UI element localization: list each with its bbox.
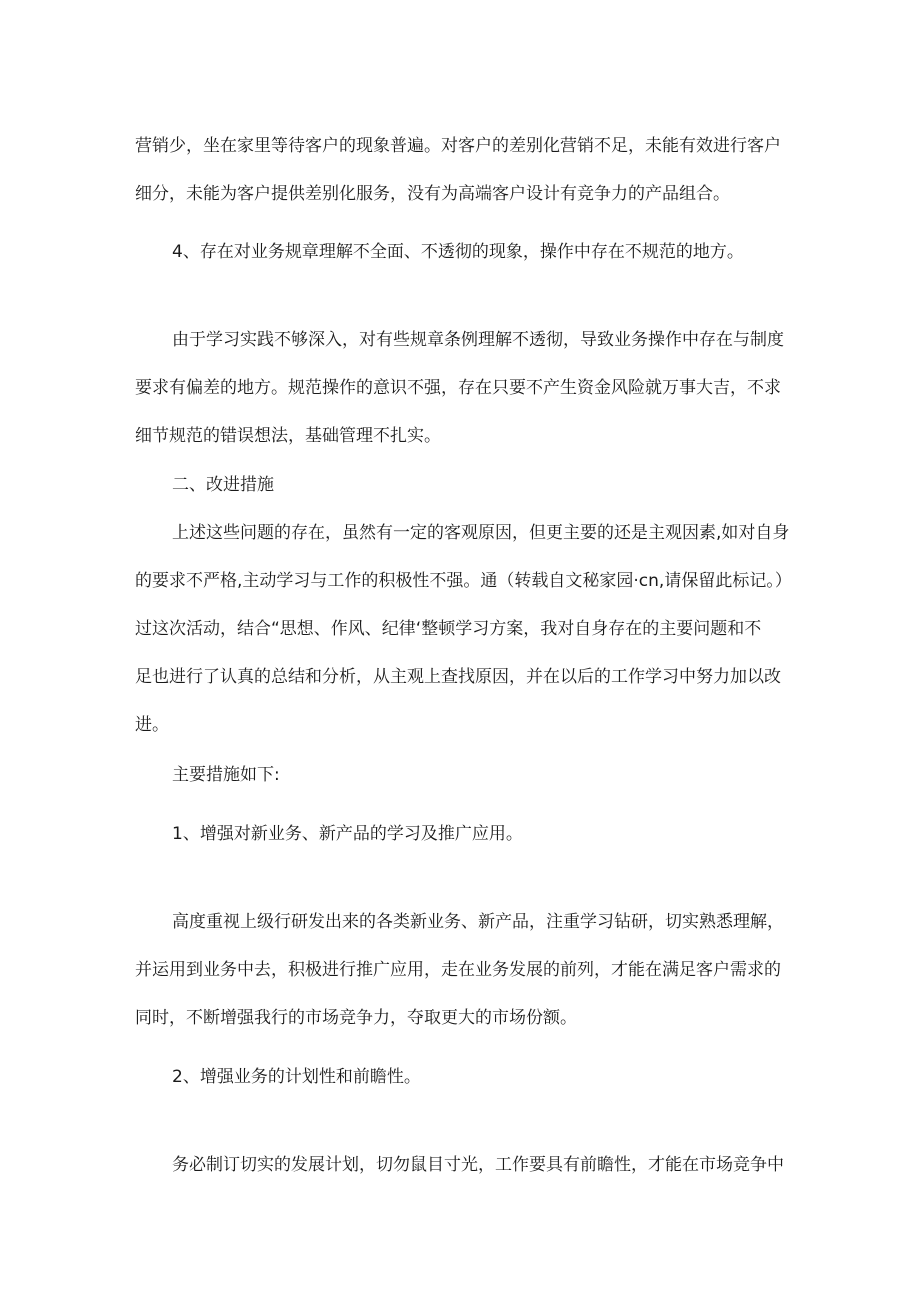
paragraph-line: 同时，不断增强我行的市场竞争力，夺取更大的市场份额。	[135, 1008, 577, 1028]
list-heading-2: 2、增强业务的计划性和前瞻性。	[172, 1067, 421, 1087]
paragraph-line: 营销少，坐在家里等待客户的现象普遍。对客户的差别化营销不足，未能有效进行客户	[135, 136, 781, 156]
paragraph-line: 足也进行了认真的总结和分析，从主观上查找原因，并在以后的工作学习中努力加以改	[135, 667, 781, 687]
paragraph-line: 过这次活动，结合“思想、作风、纪律‘整顿学习方案，我对自身存在的主要问题和不	[135, 619, 762, 639]
paragraph-line: 要求有偏差的地方。规范操作的意识不强，存在只要不产生资金风险就万事大吉，不求	[135, 378, 781, 398]
measures-intro: 主要措施如下:	[172, 765, 280, 785]
paragraph-line: 的要求不严格,主动学习与工作的积极性不强。通（转载自文秘家园·cn,请保留此标记。）	[135, 571, 792, 591]
list-heading-1: 1、增强对新业务、新产品的学习及推广应用。	[172, 824, 523, 844]
list-heading-4: 4、存在对业务规章理解不全面、不透彻的现象，操作中存在不规范的地方。	[172, 242, 744, 262]
paragraph-line: 并运用到业务中去，积极进行推广应用，走在业务发展的前列，才能在满足客户需求的	[135, 960, 781, 980]
paragraph-line: 细分，未能为客户提供差别化服务，没有为高端客户设计有竞争力的产品组合。	[135, 184, 730, 204]
paragraph-line: 务必制订切实的发展计划，切勿鼠目寸光，工作要具有前瞻性，才能在市场竞争中	[172, 1155, 784, 1175]
paragraph-line: 高度重视上级行研发出来的各类新业务、新产品，注重学习钻研，切实熟悉理解，	[172, 912, 784, 932]
paragraph-line: 进。	[135, 715, 169, 735]
paragraph-line: 由于学习实践不够深入，对有些规章条例理解不透彻，导致业务操作中存在与制度	[172, 330, 784, 350]
section-heading: 二、改进措施	[172, 475, 274, 495]
paragraph-line: 上述这些问题的存在，虽然有一定的客观原因，但更主要的还是主观因素,如对自身	[172, 523, 790, 543]
paragraph-line: 细节规范的错误想法，基础管理不扎实。	[135, 426, 441, 446]
